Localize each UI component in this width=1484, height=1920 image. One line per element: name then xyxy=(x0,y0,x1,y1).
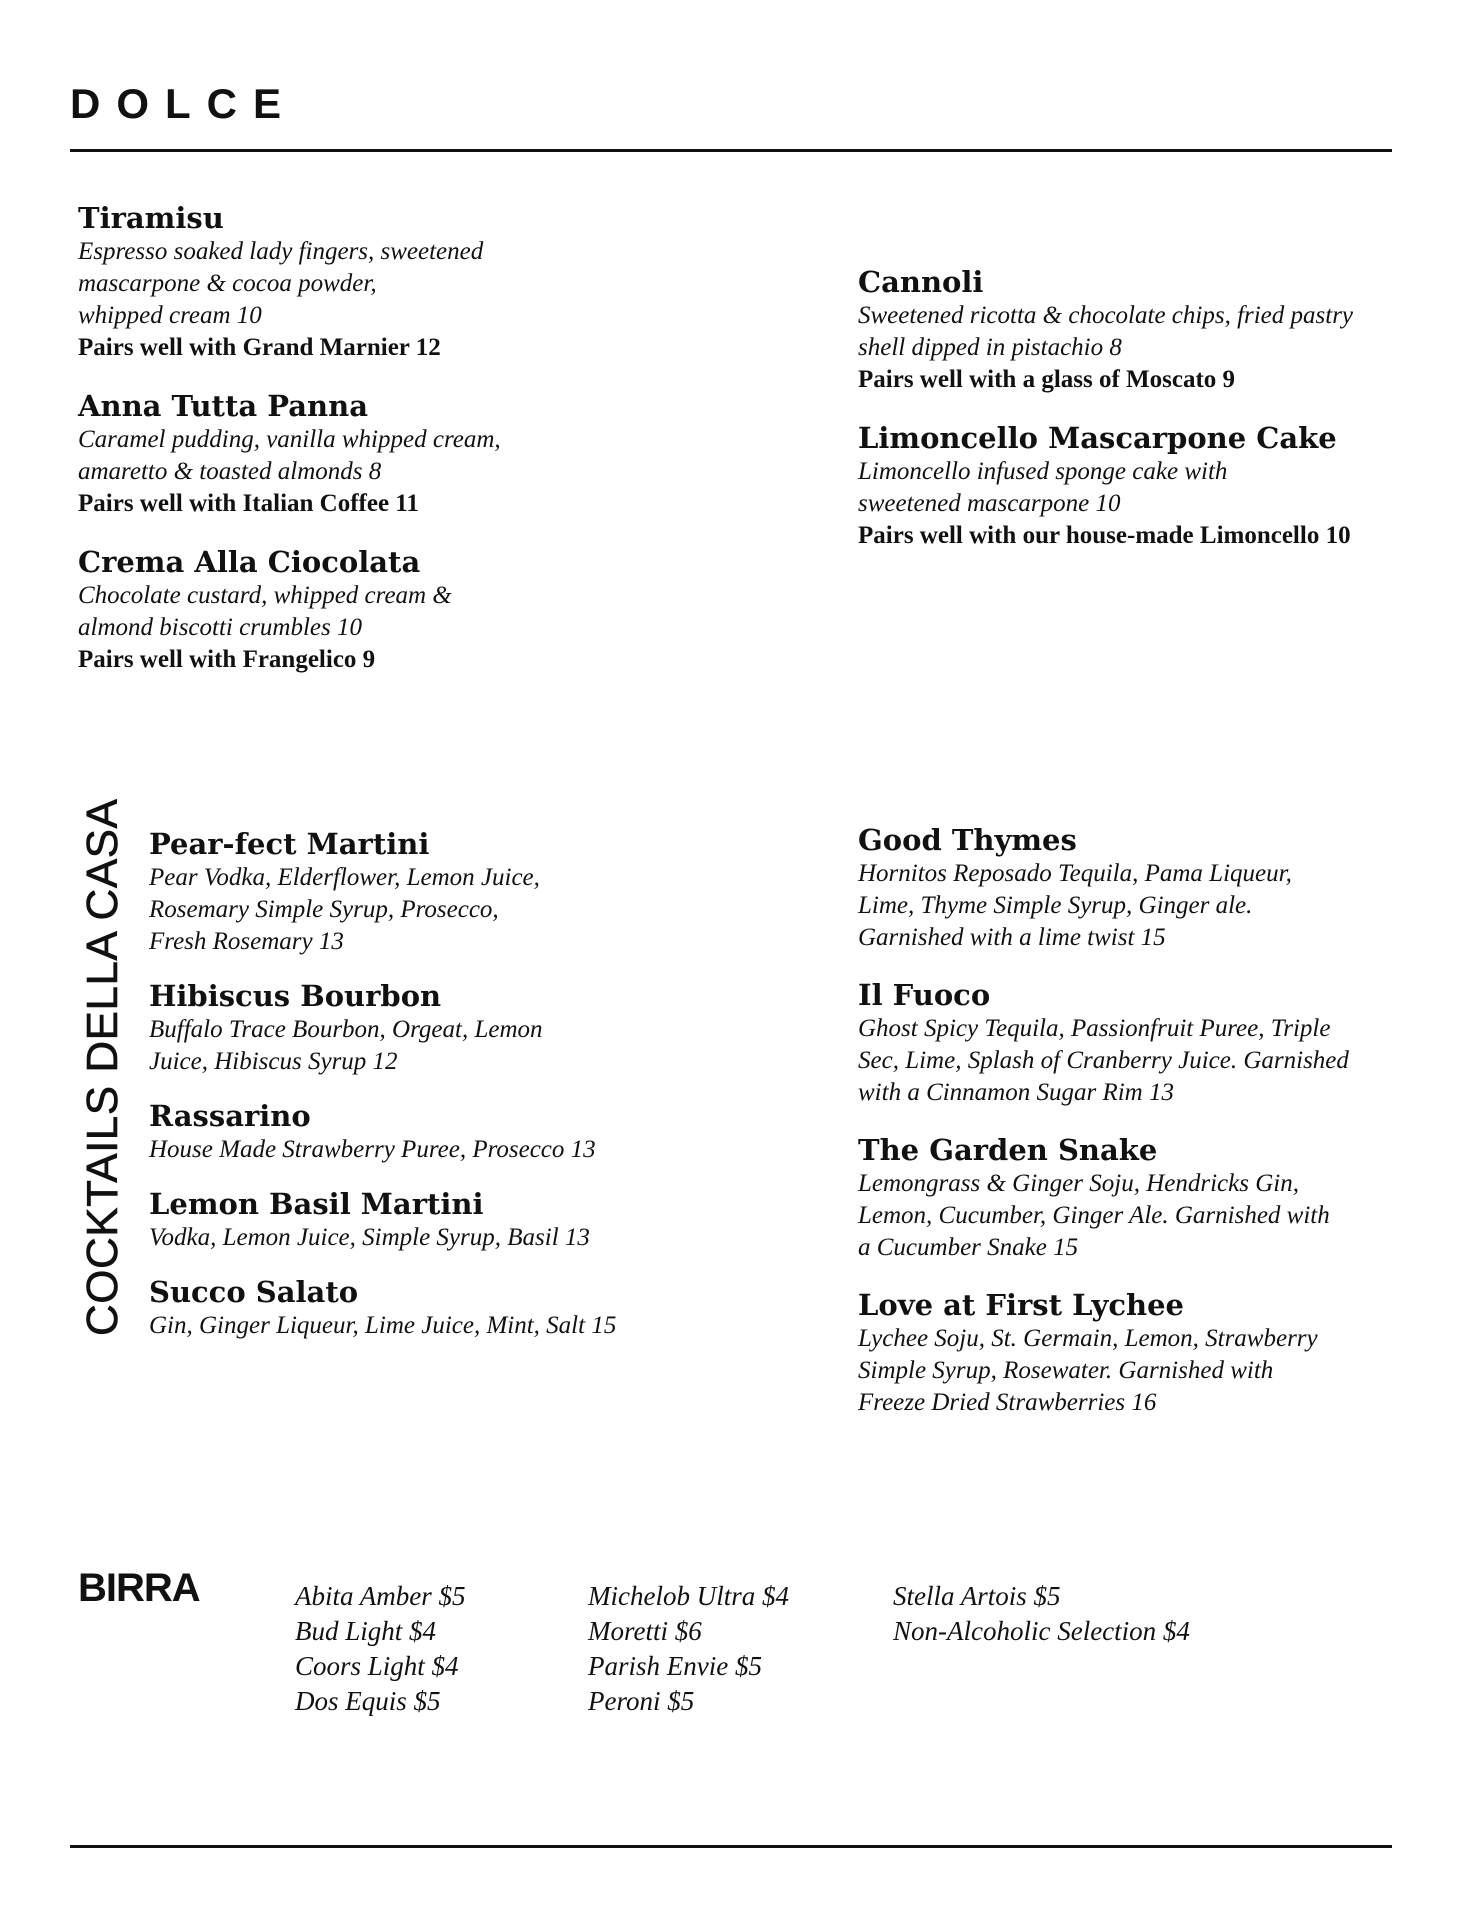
birra-title: BIRRA xyxy=(78,1566,200,1610)
beer-item: Michelob Ultra $4 xyxy=(588,1581,789,1611)
cocktail-item xyxy=(858,822,1428,954)
beer-item: Moretti $6 xyxy=(588,1616,702,1646)
cocktail-description: Buffalo Trace Bourbon, Orgeat, Lemon xyxy=(149,1016,543,1043)
cocktail-description: Lemongrass & Ginger Soju, Hendricks Gin, xyxy=(858,1170,1299,1197)
bottom-divider xyxy=(70,1845,1392,1848)
dessert-description: almond biscotti crumbles 10 xyxy=(78,614,363,641)
cocktail-name: Lemon Basil Martini xyxy=(149,1187,484,1221)
dessert-item xyxy=(858,420,1458,552)
cocktails-left-column xyxy=(149,826,729,1362)
cocktail-name: Hibiscus Bourbon xyxy=(149,979,442,1013)
dessert-item xyxy=(78,544,638,676)
cocktail-description: Sec, Lime, Splash of Cranberry Juice. Garnished xyxy=(858,1047,1349,1074)
cocktail-item xyxy=(149,1274,729,1342)
cocktail-description: with a Cinnamon Sugar Rim 13 xyxy=(858,1079,1174,1106)
cocktail-description: Hornitos Reposado Tequila, Pama Liqueur, xyxy=(858,860,1292,887)
dolce-title: DOLCE xyxy=(70,80,297,127)
dessert-description: Sweetened ricotta & chocolate chips, fried pastry xyxy=(858,302,1354,329)
cocktail-description: Pear Vodka, Elderflower, Lemon Juice, xyxy=(149,864,540,891)
dessert-item xyxy=(858,264,1458,396)
beer-item: Abita Amber $5 xyxy=(295,1581,466,1611)
cocktail-name: Rassarino xyxy=(149,1099,311,1133)
dolce-right-column xyxy=(858,264,1458,576)
cocktail-description: Lemon, Cucumber, Ginger Ale. Garnished with xyxy=(858,1202,1330,1229)
cocktail-item xyxy=(149,978,729,1078)
cocktail-name: Il Fuoco xyxy=(858,978,991,1012)
beer-item: Bud Light $4 xyxy=(295,1616,437,1646)
cocktail-description: Rosemary Simple Syrup, Prosecco, xyxy=(149,896,499,923)
dessert-description: sweetened mascarpone 10 xyxy=(858,490,1121,517)
dessert-pairing: Pairs well with Frangelico 9 xyxy=(78,646,376,673)
cocktail-description: Ghost Spicy Tequila, Passionfruit Puree, Triple xyxy=(858,1015,1331,1042)
dessert-description: Caramel pudding, vanilla whipped cream, xyxy=(78,426,501,453)
cocktail-description: House Made Strawberry Puree, Prosecco 13 xyxy=(149,1136,596,1163)
dessert-pairing: Pairs well with a glass of Moscato 9 xyxy=(858,366,1236,393)
dessert-description: amaretto & toasted almonds 8 xyxy=(78,458,382,485)
cocktail-name: The Garden Snake xyxy=(858,1133,1158,1167)
beer-column xyxy=(588,1579,789,1719)
cocktails-section-title: COCKTAILS DELLA CASA xyxy=(78,798,127,1336)
cocktails-right-column xyxy=(858,822,1428,1442)
cocktail-description: Simple Syrup, Rosewater. Garnished with xyxy=(858,1357,1274,1384)
dessert-item xyxy=(78,388,638,520)
cocktail-item xyxy=(149,826,729,958)
dessert-name: Tiramisu xyxy=(78,201,224,235)
cocktail-item xyxy=(858,977,1428,1109)
beer-item: Stella Artois $5 xyxy=(893,1581,1061,1611)
dolce-left-column xyxy=(78,200,638,700)
beer-item: Parish Envie $5 xyxy=(588,1651,762,1681)
top-divider xyxy=(70,149,1392,152)
cocktail-description: Gin, Ginger Liqueur, Lime Juice, Mint, Salt 15 xyxy=(149,1312,617,1339)
dessert-name: Limoncello Mascarpone Cake xyxy=(858,421,1337,455)
beer-column xyxy=(893,1579,1190,1649)
cocktail-description: Vodka, Lemon Juice, Simple Syrup, Basil 13 xyxy=(149,1224,590,1251)
dessert-pairing: Pairs well with Grand Marnier 12 xyxy=(78,334,441,361)
cocktail-item xyxy=(149,1098,729,1166)
dessert-description: shell dipped in pistachio 8 xyxy=(858,334,1122,361)
dessert-item xyxy=(78,200,638,364)
dessert-name: Cannoli xyxy=(858,265,984,299)
cocktail-name: Good Thymes xyxy=(858,823,1077,857)
cocktail-description: a Cucumber Snake 15 xyxy=(858,1234,1079,1261)
cocktail-item xyxy=(149,1186,729,1254)
cocktail-name: Pear-fect Martini xyxy=(149,827,430,861)
beer-item: Peroni $5 xyxy=(588,1686,695,1716)
dessert-pairing: Pairs well with our house-made Limoncello 10 xyxy=(858,522,1351,549)
dessert-description: Chocolate custard, whipped cream & xyxy=(78,582,452,609)
cocktail-item xyxy=(858,1132,1428,1264)
dessert-pairing: Pairs well with Italian Coffee 11 xyxy=(78,490,419,517)
cocktail-description: Lime, Thyme Simple Syrup, Ginger ale. xyxy=(858,892,1253,919)
cocktail-description: Juice, Hibiscus Syrup 12 xyxy=(149,1048,398,1075)
cocktail-description: Garnished with a lime twist 15 xyxy=(858,924,1166,951)
cocktail-name: Succo Salato xyxy=(149,1275,359,1309)
beer-column xyxy=(295,1579,466,1719)
dessert-name: Crema Alla Ciocolata xyxy=(78,545,421,579)
cocktail-name: Love at First Lychee xyxy=(858,1288,1184,1322)
cocktail-item xyxy=(858,1287,1428,1419)
dessert-description: Espresso soaked lady fingers, sweetened xyxy=(78,238,484,265)
beer-item: Dos Equis $5 xyxy=(295,1686,441,1716)
cocktail-description: Lychee Soju, St. Germain, Lemon, Strawberry xyxy=(858,1325,1318,1352)
beer-item: Non-Alcoholic Selection $4 xyxy=(893,1616,1190,1646)
dessert-name: Anna Tutta Panna xyxy=(78,389,369,423)
dessert-description: mascarpone & cocoa powder, xyxy=(78,270,377,297)
dessert-description: Limoncello infused sponge cake with xyxy=(858,458,1228,485)
dessert-description: whipped cream 10 xyxy=(78,302,262,329)
cocktail-description: Freeze Dried Strawberries 16 xyxy=(858,1389,1157,1416)
beer-item: Coors Light $4 xyxy=(295,1651,459,1681)
cocktail-description: Fresh Rosemary 13 xyxy=(149,928,344,955)
